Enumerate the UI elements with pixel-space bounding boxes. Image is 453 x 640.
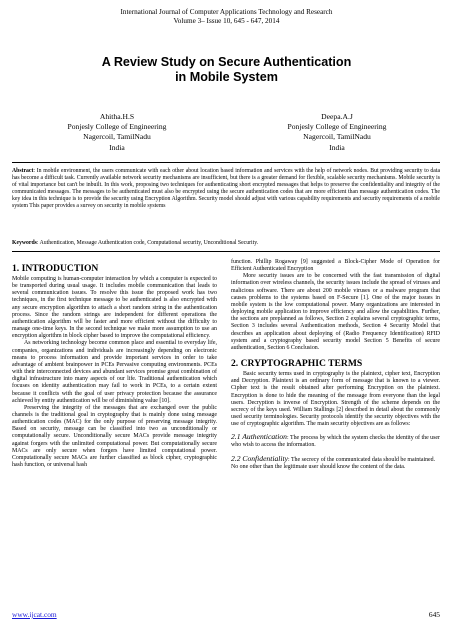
author-name: Ahitha.H.S [99,112,135,121]
right-column [231,259,440,471]
keywords-text: : Authentication, Message Authentication code, Computational security, Unconditional Security. [36,240,259,246]
author-city: Nagercoil, TamilNadu [303,132,371,142]
left-column [12,259,217,469]
author-country: India [109,142,125,152]
subsection-heading-authentication: 2.1 Authentication [231,432,287,442]
author-affiliation: Ponjesly College of Engineering [67,122,167,132]
journal-name: International Journal of Computer Applications Technology and Research [120,8,333,16]
keywords-label: Keywords [12,240,37,246]
section-heading-introduction: 1. INTRODUCTION [12,263,99,274]
paper-title-line-1: A Review Study on Secure Authentication [101,55,352,69]
author-city: Nagercoil, TamilNadu [83,132,151,142]
journal-url-link[interactable]: www.ijcat.com [12,610,57,619]
subsection-text-confidentiality: : The secrecy of the communicated data should be maintained. No one other than the legitimate user should know the content of the data. [231,456,436,470]
intro-paragraph-1: Mobile computing is human-computer interaction by which a computer is expected to be transported during usual usage. It includes mobile communication that leads to several communication issues. To resolve this issue the proposed work has two techniques, in the first technique message to be authenticated is also encrypted with any secure encryption algorithm to attach a short random string in the authentication process. Since the random strings are independent for different operations the authentication algorithm will be faster and more efficient without the difficulty to manage one-time keys. In the second technique we make more assumption to use an encryption algorithm in block cipher based to improve the computational efficiency. [12,276,217,340]
page-footer [12,610,440,619]
intro-paragraph-continued: function. Phillip Rogaway [9] suggested a Block-Cipher Mode of Operation for Efficient Authenticated Encryption [231,259,440,273]
abstract-text: : In mobile environment, the users communicate with each other about location based information and services with the help of network nodes. But providing security to data has become a difficult task. Currently available network security mechanisms are insufficient, but there is a greater demand for flexible, scalable security mechanisms. Mobile security is of vital importance but can't be inbuilt. In this work, proposing two techniques for authenticating short encrypted messages that helps to preserve the confidentiality and integrity of the communicated messages. The messages to be authenticated must also be encrypted using the secure authentication codes that are more efficient than message authentication codes. The key idea in this technique is to provide the security using Encryption Algorithm. Security model should adjust with various capability requirements and security requirements of a mobile system This paper provides a survey on security in mobile systems [12,168,440,210]
abstract-bottom-rule [12,251,440,252]
intro-paragraph-3: Preserving the integrity of the messages that are exchanged over the public channels is the traditional goal in cryptography that is mainly done using message authentication codes (MAC) for the only purpose of preserving message integrity. Based on security, message can be classified into two as unconditionally or computationally secure. Unconditionally secure MACs provide message integrity against forgers with the unlimited computational power. But computationally secure MACs are only secure when forgers have limited computational power. Computationally secure MACs are further classified as block cipher, cryptographic hash function, or universal hash [12,404,217,469]
author-affiliation: Ponjesly College of Engineering [287,122,387,132]
author-block-2 [262,112,412,153]
author-name: Deepa.A.J [321,112,353,121]
subsection-text-authentication: : The process by which the system checks the identity of the user who wish to access the information. [231,435,440,449]
intro-paragraph-2: As networking technology become common place and essential to everyday life, companies, organizations and individuals are increasingly depending on electronic means to process information and provide important services in order to take advantage of ambient brainpower in PCEs Pervasive computing environments. PCEs with their interconnected devices and abundant services promise great combination of digital infrastructure into many aspects of our life. Traditional authentication which focuses on identity authentication may fail to work in PCEs, to a certain extent because it conflicts with the goal of user privacy protection because the assurance achieved by entity authentication will be of diminishing value [10]. [12,340,217,404]
subsection-heading-confidentiality: 2.2 Confidentiality [231,453,288,463]
crypto-paragraph-1: Basic security terms used in cryptography is the plaintext, cipher text, Encryption and Decryption. Plaintext is an ordinary form of message that is known to a viewer. Cipher text is the result obtained after performing Encryption on the plaintext. Encryption is done to hide the meaning of the message from everyone than the legal users. Decryption is inverse of Encryption. Strength of the scheme depends on the secrecy of the keys used. William Stallings [2] described in detail about the commonly used security terminologies. Security protocols identify the security objectives with the use of cryptographic algorithm. The main security objectives are as follows: [231,371,440,428]
abstract-label: Abstract [12,168,34,174]
paper-title-line-2: in Mobile System [175,70,278,84]
journal-header [0,8,453,27]
author-block-1 [42,112,192,153]
section-heading-cryptographic-terms: 2. CRYPTOGRAPHIC TERMS [231,358,363,370]
abstract [12,168,440,211]
author-country: India [329,142,345,152]
keywords [12,240,440,247]
paper-title [30,55,423,85]
abstract-top-rule [12,162,440,163]
page-number: 645 [428,610,440,619]
intro-paragraph-4: More security issues are to be concerned with the fast transmission of digital information over wireless channels, the security issues include the spread of viruses and malicious software. There are about 200 mobile viruses or a malware program that causes problems to the systems based on F-Secure [1]. One of the major issues in mobile system is the low computational power. Many organizations are interested in deploying mobile application to improve efficiency and allow the capabilities. Further, the sections are preplanned as follows, Section 2 explains several cryptographic terms, Section 3 includes several Authentication methods, Section 4 Security Model that describes an application about deploying of (Radio Frequency Identification) RFID system and a cryptography based security model Section 5 Benefits of secure authentication, Section 6 Conclusion. [231,273,440,351]
journal-volume: Volume 3– Issue 10, 645 - 647, 2014 [173,17,280,26]
